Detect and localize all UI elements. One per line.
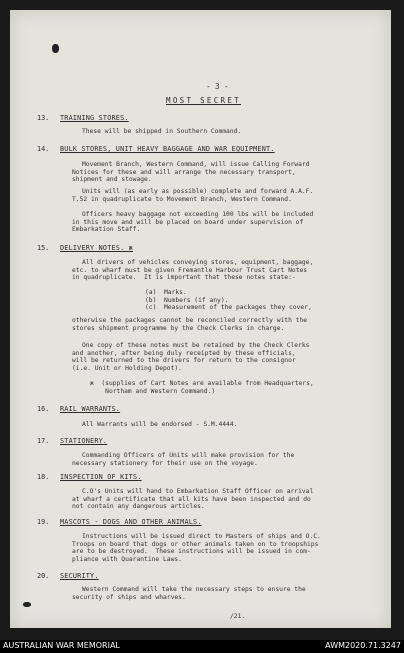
- paragraph: These will be shipped in Southern Command.: [82, 128, 242, 135]
- section-title: BULK STORES, UNIT HEAVY BAGGAGE AND WAR EQUIPMENT.: [60, 145, 275, 153]
- continuation-marker: /21.: [230, 613, 246, 620]
- section-number: 20.: [37, 572, 50, 580]
- document-page: [10, 10, 391, 628]
- paragraph: Officers heavy baggage not exceeding 100 lbs will be included in this move and will be placed on board under supervision of Embarkation Staff.: [72, 211, 314, 234]
- punch-hole: [52, 44, 59, 53]
- paragraph: All Warrants will be endorsed - S.M.4444.: [82, 421, 238, 428]
- paragraph: All drivers of vehicles conveying stores, equipment, baggage, etc. to wharf must be given Fremantle Harbour Trust Cart Notes in quadruplicate. It is important that these notes state:-: [72, 259, 314, 282]
- section-number: 13.: [37, 114, 50, 122]
- paragraph: One copy of these notes must be retained by the Check Clerks and another, after being duly receipted by these officials, will be returned to the drivers for return to the consignor (i.e. Unit or Holding Depot).: [72, 342, 310, 372]
- security-classification: MOST SECRET: [166, 96, 241, 105]
- paragraph: Commanding Officers of Units will make provision for the necessary stationery for their use on the voyage.: [72, 452, 295, 467]
- list-paragraph: (a) Marks. (b) Numbers (if any). (c) Measurement of the packages they cover,: [145, 289, 312, 312]
- section-title: INSPECTION OF KITS.: [60, 473, 142, 481]
- section-number: 15.: [37, 244, 50, 252]
- section-title: RAIL WARRANTS.: [60, 405, 121, 413]
- section-number: 16.: [37, 405, 50, 413]
- paragraph: C.O's Units will hand to Embarkation Staff Officer on arrival at wharf a certificate that all kits have been inspected and do not contain any dangerous articles.: [72, 488, 314, 511]
- section-title: STATIONERY.: [60, 437, 108, 445]
- section-number: 14.: [37, 145, 50, 153]
- section-title: DELIVERY NOTES. ж: [60, 244, 133, 252]
- page-number: - 3 -: [206, 82, 229, 91]
- accession-number: AWM2020.71.3247: [325, 641, 401, 650]
- punch-hole: [23, 602, 31, 607]
- footnote: ж (supplies of Cart Notes are available from Headquarters, Northam and Western Command.): [90, 380, 314, 395]
- paragraph: Units will (as early as possible) complete and forward A.A.F. T.52 in quadruplicate to Movement Branch, Western Command.: [72, 188, 314, 203]
- paragraph: Movement Branch, Western Command, will issue Calling Forward Notices for these and will arrange the necessary transport, shipment and stowage.: [72, 161, 310, 184]
- section-title: MASCOTS - DOGS AND OTHER ANIMALS.: [60, 518, 202, 526]
- section-number: 19.: [37, 518, 50, 526]
- paragraph: otherwise the packages cannot be reconciled correctly with the stores shipment programme by the Check Clerks in charge.: [72, 317, 308, 332]
- institution-credit: AUSTRALIAN WAR MEMORIAL: [3, 641, 120, 650]
- footer-bar: [0, 640, 404, 653]
- paragraph: Instructions will be issued direct to Masters of ships and O.C. Troops on board that dogs or other animals taken on to troopships are to be destroyed. These instructions will be issued in com- pliance with Quarantine Laws.: [72, 533, 321, 563]
- section-title: SECURITY.: [60, 572, 99, 580]
- section-title: TRAINING STORES.: [60, 114, 129, 122]
- section-number: 18.: [37, 473, 50, 481]
- paragraph: Western Command will take the necessary steps to ensure the security of ships and wharves.: [72, 586, 306, 601]
- section-number: 17.: [37, 437, 50, 445]
